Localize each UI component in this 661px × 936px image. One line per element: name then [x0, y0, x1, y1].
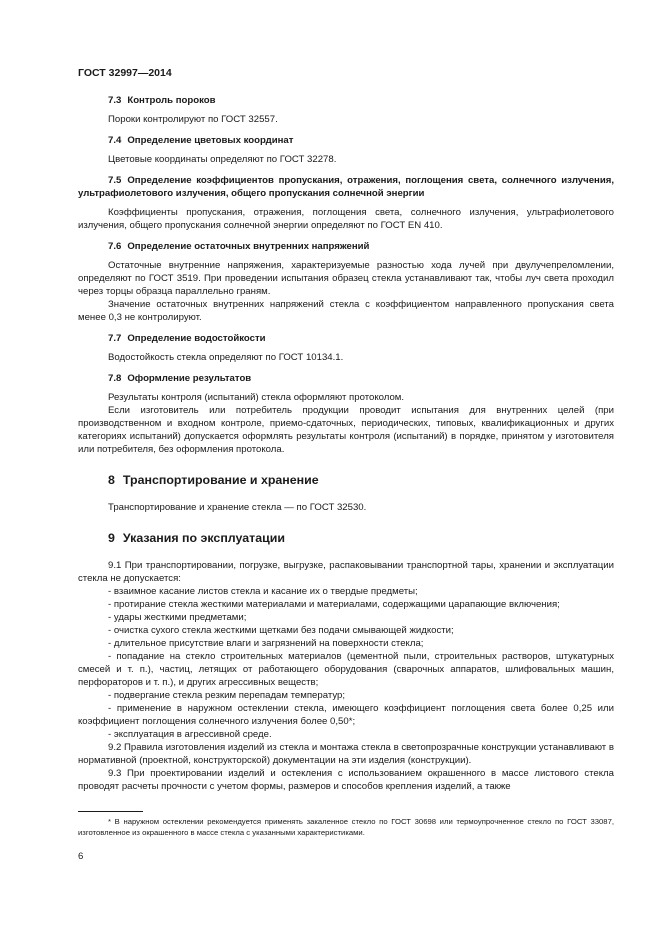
section-8-heading [78, 474, 614, 487]
section-7-7-text: Водостойкость стекла определяют по ГОСТ 10134.1. [108, 352, 344, 363]
list-item: - очистка сухого стекла жесткими щетками без подачи смывающей жидкости; [108, 625, 454, 636]
section-title: Определение остаточных внутренних напряжений [127, 241, 370, 252]
footnote-separator [78, 811, 143, 812]
section-7-3-text: Пороки контролируют по ГОСТ 32557. [108, 114, 278, 125]
section-7-6-heading [78, 240, 614, 253]
section-title: Транспортирование и хранение [122, 473, 319, 487]
section-7-8-paragraph-1: Результаты контроля (испытаний) стекла оформляют протоколом. [108, 392, 405, 403]
section-title: Определение цветовых координат [127, 135, 294, 146]
list-item: - попадание на стекло строительных материалов (цементной пыли, строительных растворов, штукатурных смесей и т. п.), частиц, летящих от работающего оборудования (сварочных аппаратов, шлифовальных машин, перфораторов и т. п.), и других агрессивных веществ; [78, 651, 614, 688]
list-item: - применение в наружном остеклении стекла, имеющего коэффициент поглощения света более 0,25 или коэффициент поглощения солнечного излучения более 0,50*; [78, 703, 614, 727]
section-number: 9 [108, 531, 115, 545]
clause-9-2: 9.2 Правила изготовления изделий из стекла и монтажа стекла в светопрозрачные конструкции устанавливают в нормативной (проектной, конструкторской) документации на эти изделия (конструкции). [78, 742, 614, 766]
clause-9-1: 9.1 При транспортировании, погрузке, выгрузке, распаковывании транспортной тары, хранении и эксплуатации стекла не допускается: [78, 560, 614, 584]
footnote: * В наружном остеклении рекомендуется применять закаленное стекло по ГОСТ 30698 или термоупрочненное стекло по ГОСТ 33087, изготовленное из окрашенного в массе стекла с указанными характеристиками. [78, 817, 614, 837]
list-item: - протирание стекла жесткими материалами и материалами, содержащими царапающие включения; [108, 599, 560, 610]
section-7-4-heading [78, 134, 614, 147]
section-7-4-text: Цветовые координаты определяют по ГОСТ 32278. [108, 154, 337, 165]
section-7-6-paragraph-1: Остаточные внутренние напряжения, характеризуемые разностью хода лучей при двулучепреломлении, определяют по ГОСТ 3519. При проведении испытания образец стекла устанавливают так, чтобы луч света проходил через торцы образца параллельно граням. [78, 260, 614, 297]
section-title: Определение водостойкости [127, 333, 266, 344]
section-title: Определение коэффициентов пропускания, отражения, поглощения света, солнечного излучения, ультрафиолетового излучения, общего пропускания солнечной энергии [78, 175, 614, 199]
list-item: - подвергание стекла резким перепадам температур; [108, 690, 346, 701]
prohibitions-list [78, 585, 614, 741]
list-item: - взаимное касание листов стекла и касание их о твердые предметы; [108, 586, 418, 597]
section-7-7-heading [78, 332, 614, 345]
page-header: ГОСТ 32997—2014 [78, 67, 172, 79]
section-9-heading [78, 532, 614, 545]
list-item: - длительное присутствие влаги и загрязнений на поверхности стекла; [108, 638, 424, 649]
section-number: 7.6 [108, 241, 122, 252]
section-7-8-paragraph-2: Если изготовитель или потребитель продукции проводит испытания для внутренних целей (при производственном и входном контроле, приемо-сдаточных, периодических, типовых, квалификационных и других категориях испытаний) допускается оформлять результаты контроля (испытаний) в порядке, принятом у изготовителя или потребителя, без оформления протокола. [78, 405, 614, 455]
section-7-5-text: Коэффициенты пропускания, отражения, поглощения света, солнечного излучения, ультрафиолетового излучения, общего пропускания солнечной энергии определяют по ГОСТ EN 410. [78, 207, 614, 231]
section-7-6-paragraph-2: Значение остаточных внутренних напряжений стекла с коэффициентом направленного пропускания света менее 0,3 не контролируют. [78, 299, 614, 323]
section-7-8-heading [78, 372, 614, 385]
section-8-text: Транспортирование и хранение стекла — по ГОСТ 32530. [108, 502, 367, 513]
section-title: Указания по эксплуатации [122, 531, 285, 545]
section-title: Контроль пороков [127, 95, 216, 106]
section-number: 7.8 [108, 373, 122, 384]
section-number: 7.5 [108, 175, 122, 186]
section-number: 7.3 [108, 95, 122, 106]
section-number: 7.4 [108, 135, 122, 146]
list-item: - эксплуатация в агрессивной среде. [108, 729, 272, 740]
section-number: 7.7 [108, 333, 122, 344]
list-item: - удары жесткими предметами; [108, 612, 247, 623]
section-number: 8 [108, 473, 115, 487]
document-body [78, 94, 614, 793]
section-title: Оформление результатов [127, 373, 252, 384]
clause-9-3: 9.3 При проектировании изделий и остекления с использованием окрашенного в массе листового стекла проводят расчеты прочности с учетом формы, размеров и способов крепления изделий, а также [78, 768, 614, 792]
section-7-5-heading [78, 174, 614, 200]
page-number: 6 [78, 851, 84, 862]
section-7-3-heading [78, 94, 614, 107]
